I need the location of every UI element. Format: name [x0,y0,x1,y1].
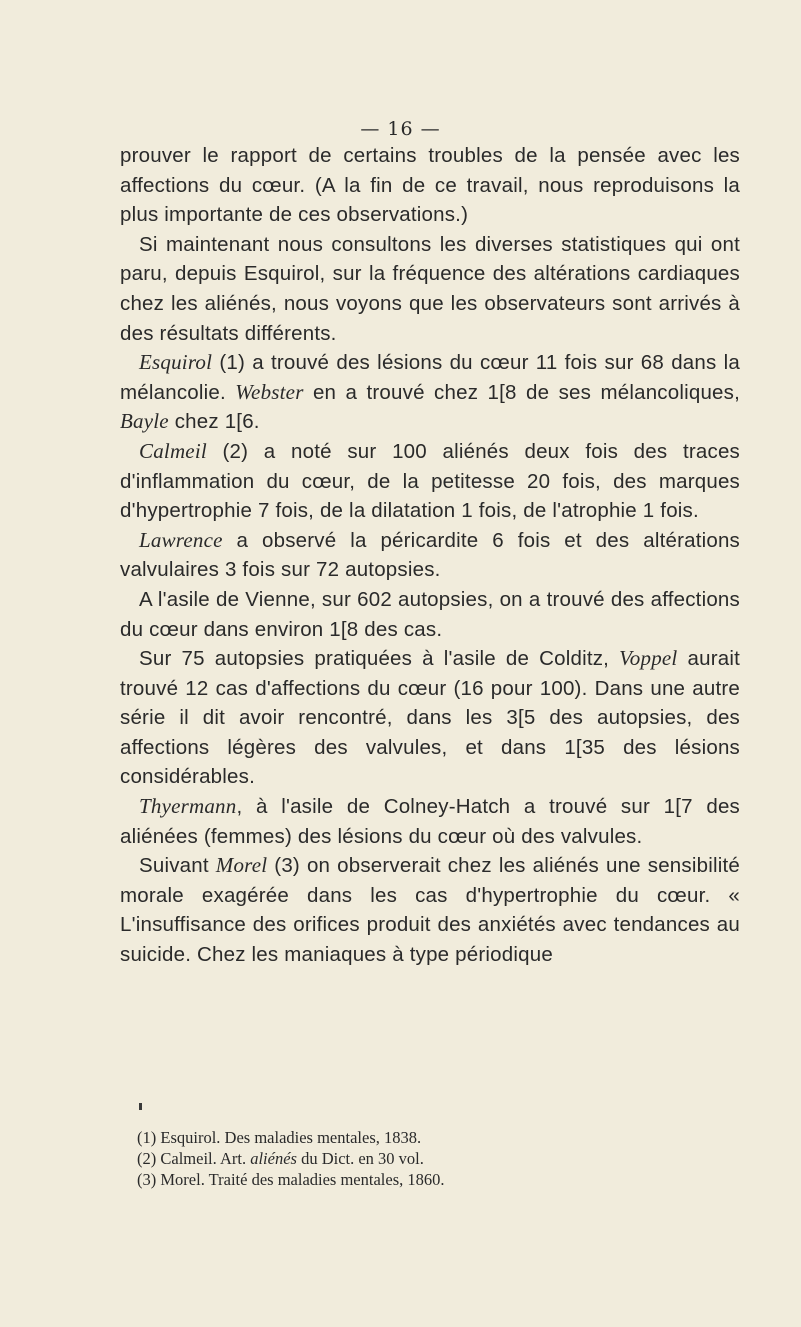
paragraph-text: Sur 75 autopsies pratiquées à l'asile de Colditz, [139,647,620,671]
paragraph-text: (1) a trouvé des lésions du cœur 11 fois sur 68 dans la mélancolie. [120,351,740,404]
author-name: Calmeil [139,438,207,463]
paragraph-2 [120,230,740,348]
paragraph-9 [120,851,740,969]
paragraph-text: prouver le rapport de certains troubles de la pensée avec les affections du cœur. (A la fin de ce travail, nous reproduisons la plus importante de ces observations.) [120,144,740,227]
footnotes [137,1127,737,1190]
paragraph-8 [120,792,740,851]
paragraph-text: en a trouvé chez 1[8 de ses mélancoliques, [303,380,741,404]
author-name: Voppel [619,646,678,671]
paragraph-7 [120,644,740,792]
footnote-3 [137,1169,737,1190]
footnote-number: (3) [137,1170,157,1189]
paragraph-text: , à l'asile de Colney-Hatch a trouvé sur 1[7 des aliénées (femmes) des lésions du cœur où des valvules. [120,795,740,848]
footnote-2 [137,1148,737,1169]
footnote-1 [137,1127,737,1148]
print-speck [139,1103,142,1110]
paragraph-5 [120,526,740,585]
footnote-text: Morel. Traité des maladies mentales, 1860. [156,1170,445,1189]
footnote-number: (2) [137,1149,157,1168]
paragraph-1 [120,141,740,230]
paragraph-3 [120,348,740,437]
footnote-text: du Dict. en 30 vol. [296,1149,424,1168]
author-name: Esquirol [139,350,213,375]
body-text [120,141,740,970]
paragraph-6 [120,585,740,644]
page-number: — 16 — [360,118,441,140]
paragraph-text: A l'asile de Vienne, sur 602 autopsies, on a trouvé des affections du cœur dans environ 1[8 des cas. [120,587,740,641]
paragraph-text: (3) on observerait chez les aliénés une sensibilité morale exagérée dans les cas d'hypertrophie du cœur. « L'insuffisance des orifices produit des anxiétés avec tendances au suicide. Chez les maniaques à type périodique [120,854,740,967]
author-name: Bayle [120,409,169,434]
paragraph-text: Si maintenant nous consultons les diverses statistiques qui ont paru, depuis Esquirol, sur la fréquence des altérations cardiaques chez les aliénés, nous voyons que les observateurs sont arrivés à des résultats différents. [120,232,740,345]
paragraph-text: Suivant [139,854,216,878]
author-name: Morel [215,853,268,878]
author-name: Webster [235,379,304,404]
author-name: Lawrence [139,527,223,552]
footnote-emphasis: aliénés [250,1149,297,1168]
footnote-text: Calmeil. Art. [156,1149,251,1168]
footnote-number: (1) [137,1128,157,1147]
paragraph-text: chez 1[6. [168,410,260,434]
paragraph-4 [120,437,740,526]
paragraph-text: aurait trouvé 12 cas d'affections du cœur (16 pour 100). Dans une autre série il dit avoir rencontré, dans les 3[5 des autopsies, des affections légères des valvules, et dans 1[35 des lésions considérables. [120,647,740,789]
paragraph-text: (2) a noté sur 100 aliénés deux fois des traces d'inflammation du cœur, de la petitesse 20 fois, des marques d'hypertrophie 7 fois, de la dilatation 1 fois, de l'atrophie 1 fois. [120,439,740,523]
footnote-text: Esquirol. Des maladies mentales, 1838. [156,1128,422,1147]
paragraph-text: a observé la péricardite 6 fois et des altérations valvulaires 3 fois sur 72 autopsies. [120,528,740,582]
author-name: Thyermann [139,794,237,819]
